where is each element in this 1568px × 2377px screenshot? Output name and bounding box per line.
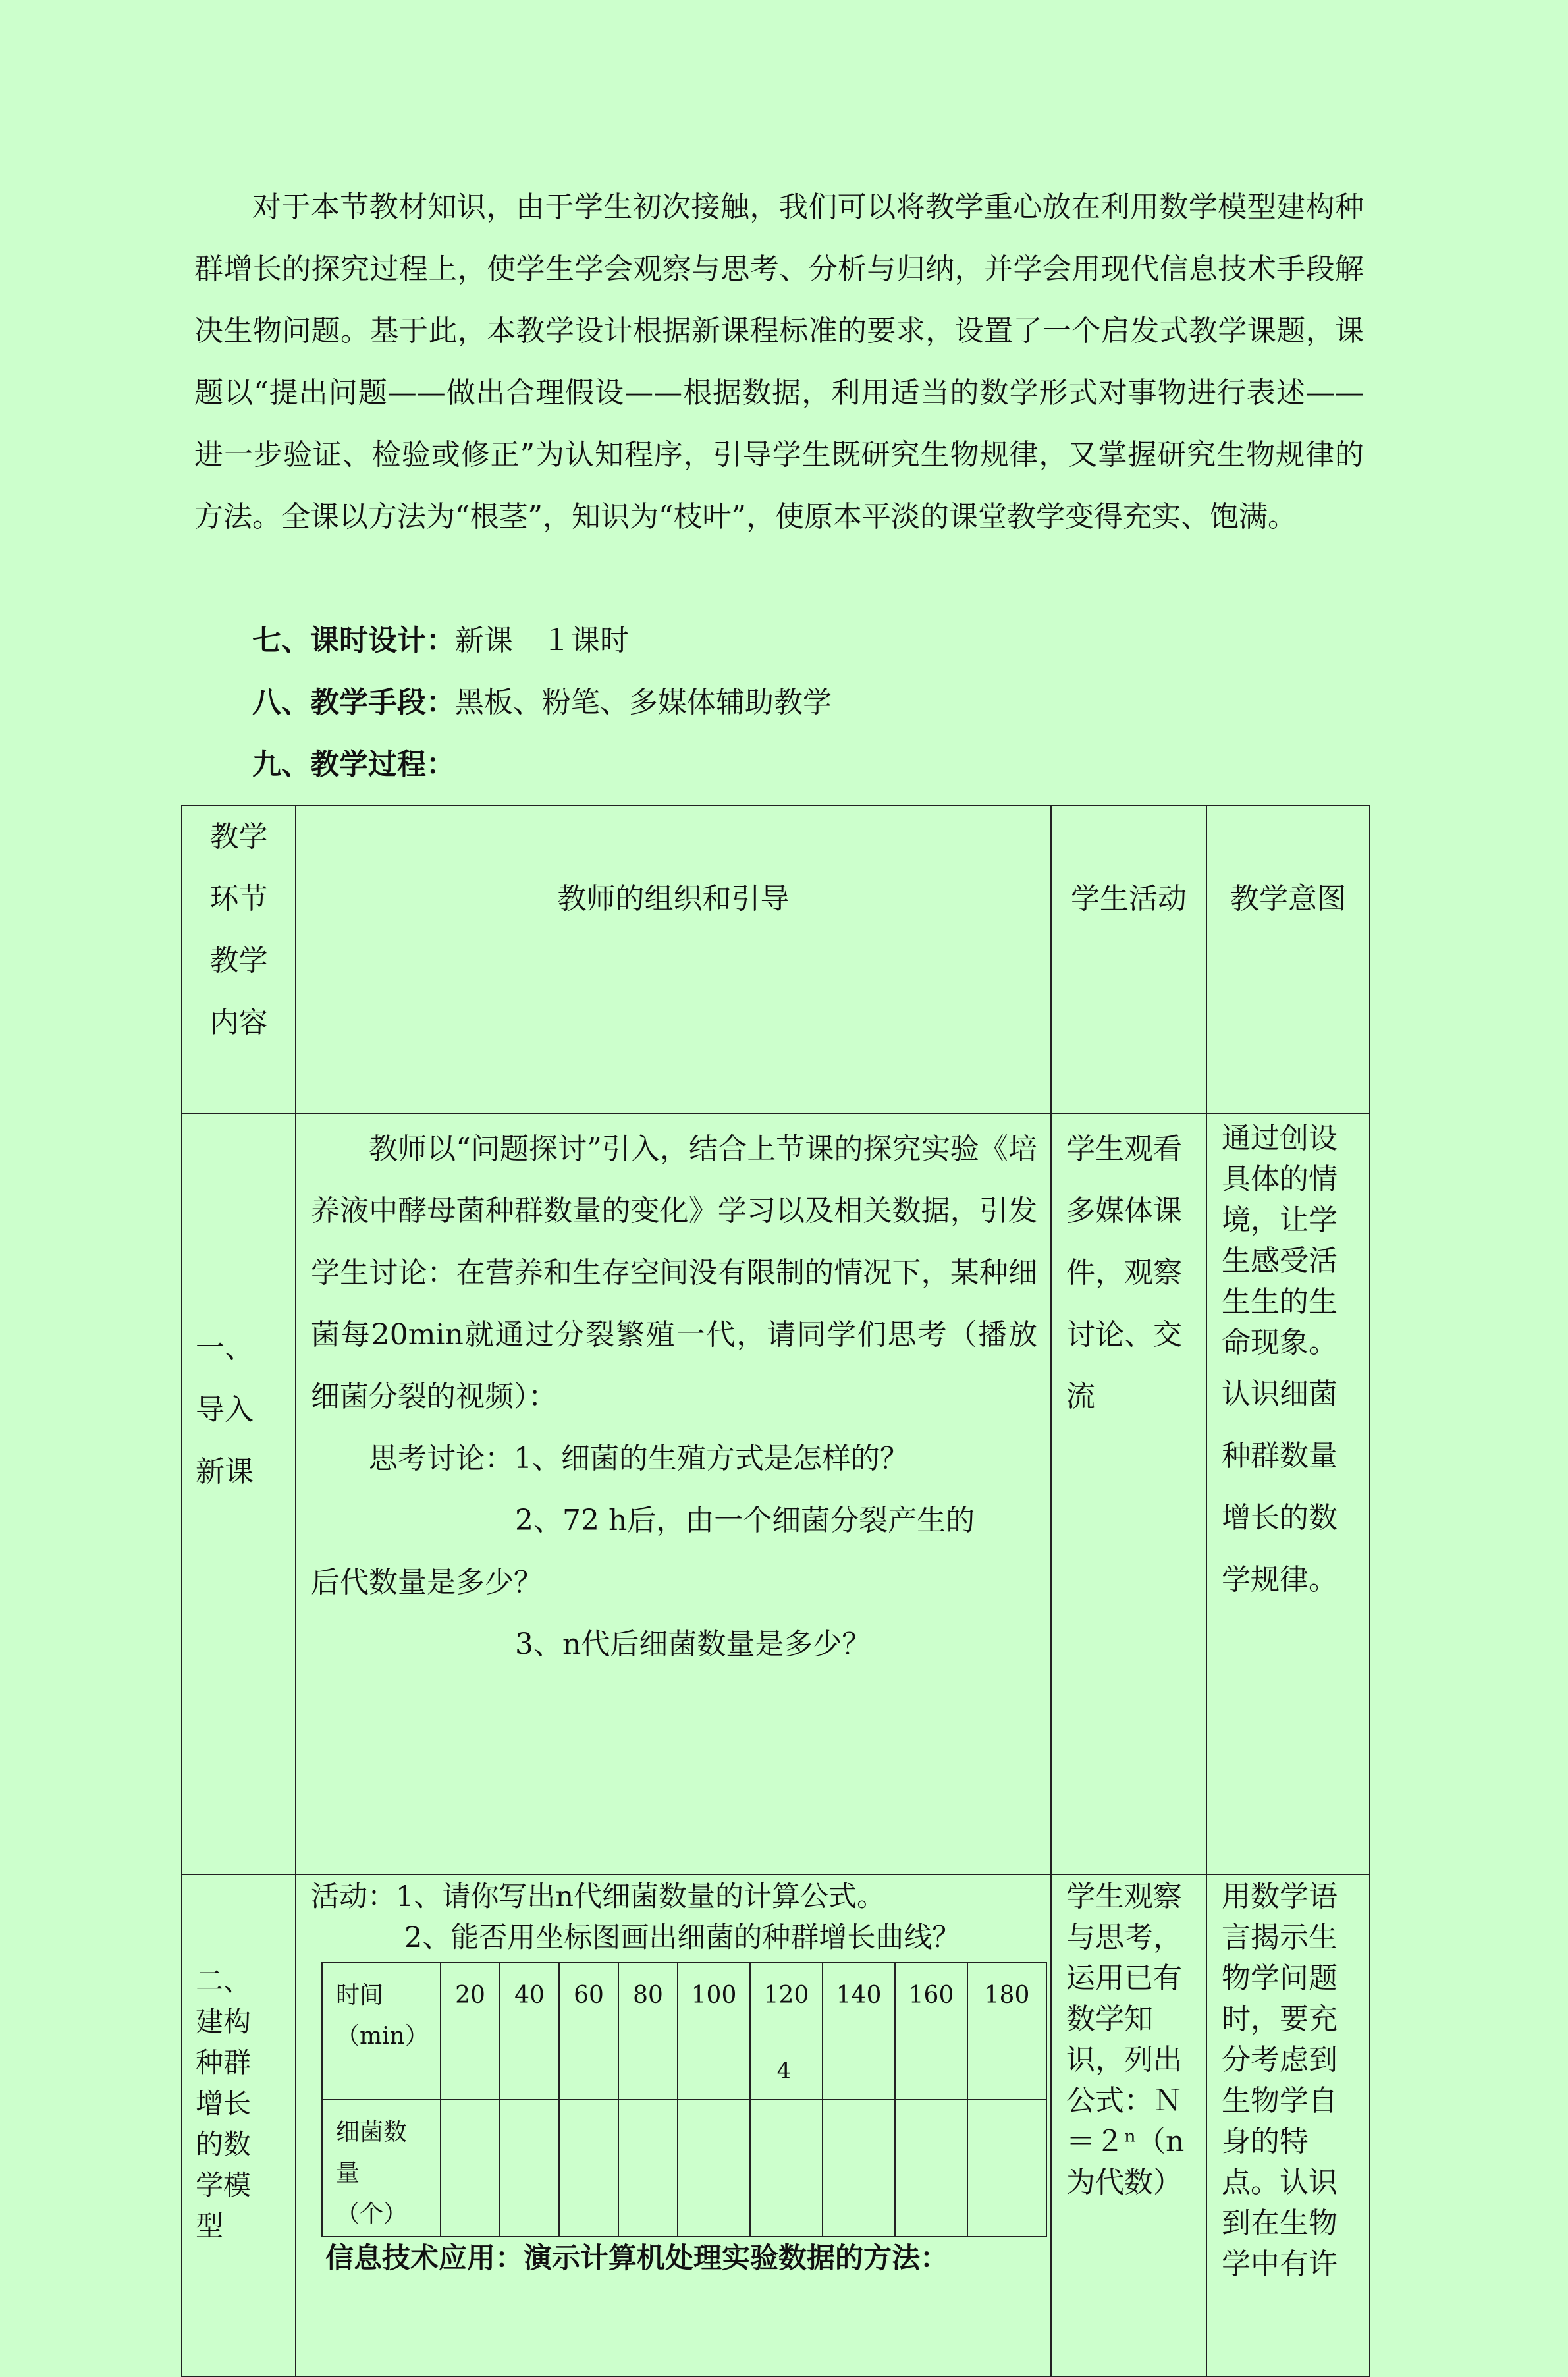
stage-1-student-text: 学生观看多媒体课件，观察讨论、交流: [1066, 1132, 1182, 1413]
section-7-value: 新课 １课时: [455, 624, 629, 657]
intro-paragraph: 对于本节教材知识，由于学生初次接触，我们可以将教学重心放在利用数学模型建构种群增长的探究过程上，使学生学会观察与思考、分析与归纳，并学会用现代信息技术手段解决生物问题。基于此，本教学设计根据新课程标准的要求，设置了一个启发式教学课题，课题以“提出问题——做出合理假设——根据数据，利用适当的数学形式对事物进行表述——进一步验证、检验或修正”为认知程序，引导学生既研究生物规律，又掌握研究生物规律的方法。全课以方法为“根茎”，知识为“枝叶”，使原本平淡的课堂教学变得充实、饱满。: [194, 190, 1364, 533]
table-row: [182, 1874, 1370, 2376]
count-label-1: 细菌数: [336, 2119, 408, 2146]
count-cell: [895, 2100, 967, 2237]
stage-1-intent-cell: [1206, 1114, 1370, 1874]
count-label-3: （个）: [336, 2200, 408, 2227]
info-tech-line: 信息技术应用：演示计算机处理实验数据的方法：: [325, 2242, 948, 2275]
stage-1-question-2: 2、72 h后，由一个细菌分裂产生的: [515, 1504, 975, 1537]
stage-2-student-cell: [1051, 1874, 1206, 2376]
time-cell: 180: [967, 1963, 1046, 2100]
header-stage-line4: 内容: [209, 1006, 268, 1039]
stage-1-label-cell: [182, 1114, 296, 1874]
stage-1-teacher-intro: 教师以“问题探讨”引入，结合上节课的探究实验《培养液中酵母菌种群数量的变化》学习以及相关数据，引发学生讨论：在营养和生存空间没有限制的情况下，某种细菌每20min就通过分裂繁殖一代，请同学们思考（播放细菌分裂的视频）：: [311, 1132, 1037, 1413]
stage-1-intent-b: 认识细菌种群数量增长的数学规律。: [1222, 1377, 1338, 1597]
stage-1-question-1: 思考讨论：1、细菌的生殖方式是怎样的？: [369, 1442, 909, 1475]
stage-2-line2: 建构: [196, 2006, 252, 2038]
header-stage-cell: [182, 806, 296, 1114]
section-8-label: 八、教学手段：: [252, 686, 455, 719]
section-9-label: 九、教学过程：: [252, 748, 455, 781]
section-8-value: 黑板、粉笔、多媒体辅助教学: [455, 686, 832, 719]
header-stage-line3: 教学: [209, 944, 268, 977]
time-cell: 120: [750, 1963, 823, 2100]
count-label-cell: [322, 2100, 441, 2237]
section-9-heading: [252, 745, 455, 784]
stage-1-teacher-cell: [296, 1114, 1051, 1874]
stage-1-line1: 一、: [196, 1331, 254, 1365]
stage-1-line3: 新课: [196, 1455, 254, 1489]
count-cell: [441, 2100, 500, 2237]
count-cell: [618, 2100, 678, 2237]
header-intent-label: 教学意图: [1230, 882, 1346, 915]
stage-2-teacher-cell: [296, 1874, 1051, 2376]
teaching-process-table: [181, 805, 1370, 2377]
stage-1-intent-a: 通过创设具体的情境，让学生感受活生生的生命现象。: [1222, 1122, 1338, 1359]
stage-2-label-cell: [182, 1874, 296, 2376]
stage-1-question-3: 3、n代后细菌数量是多少？: [515, 1627, 871, 1661]
count-cell: [750, 2100, 823, 2237]
stage-2-line6: 学模: [196, 2169, 252, 2201]
table-header-row: [182, 806, 1370, 1114]
count-label-2: 量: [336, 2160, 360, 2187]
table-row: [182, 1114, 1370, 1874]
stage-1-student-cell: [1051, 1114, 1206, 1874]
time-cell: 60: [559, 1963, 618, 2100]
header-teacher-cell: [296, 806, 1051, 1114]
header-stage-line2: 环节: [209, 882, 268, 915]
time-cell: 160: [895, 1963, 967, 2100]
header-student-cell: [1051, 806, 1206, 1114]
count-cell: [559, 2100, 618, 2237]
stage-2-intent-cell: [1206, 1874, 1370, 2376]
count-cell: [500, 2100, 559, 2237]
section-7-heading: [252, 621, 629, 661]
stage-2-student-text: 学生观察与思考，运用已有数学知识，列出公式：Ｎ＝２ⁿ（n为代数）: [1066, 1880, 1185, 2199]
time-label-2: （min）: [336, 2023, 429, 2050]
header-stage-line1: 教学: [209, 820, 268, 854]
section-8-heading: [252, 683, 832, 723]
stage-2-activity-2: 2、能否用坐标图画出细菌的种群增长曲线？: [404, 1921, 961, 1954]
stage-2-line3: 种群: [196, 2046, 252, 2079]
time-cell: 140: [823, 1963, 895, 2100]
stage-2-line7: 型: [196, 2210, 224, 2242]
count-cell: [678, 2100, 750, 2237]
table-row: [322, 2100, 1046, 2237]
stage-2-line1: 二、: [196, 1965, 252, 1997]
time-cell: 20: [441, 1963, 500, 2100]
header-intent-cell: [1206, 806, 1370, 1114]
section-7-label: 七、课时设计：: [252, 624, 455, 657]
stage-2-activity-1: 活动：1、请你写出n代细菌数量的计算公式。: [311, 1880, 886, 1913]
stage-2-line4: 增长: [196, 2087, 252, 2119]
stage-1-question-2b: 后代数量是多少？: [311, 1566, 543, 1599]
page-number: 4: [776, 2058, 792, 2084]
time-cell: 80: [618, 1963, 678, 2100]
header-teacher-label: 教师的组织和引导: [557, 882, 790, 915]
stage-1-line2: 导入: [196, 1393, 254, 1427]
time-label-1: 时间: [336, 1982, 384, 2009]
bacteria-data-table: [321, 1962, 1047, 2237]
count-cell: [823, 2100, 895, 2237]
stage-2-line5: 的数: [196, 2128, 252, 2160]
time-cell: 100: [678, 1963, 750, 2100]
stage-2-intent-text: 用数学语言揭示生物学问题时，要充分考虑到生物学自身的特点。认识到在生物学中有许: [1222, 1880, 1338, 2281]
time-cell: 40: [500, 1963, 559, 2100]
count-cell: [967, 2100, 1046, 2237]
header-student-label: 学生活动: [1071, 882, 1187, 915]
